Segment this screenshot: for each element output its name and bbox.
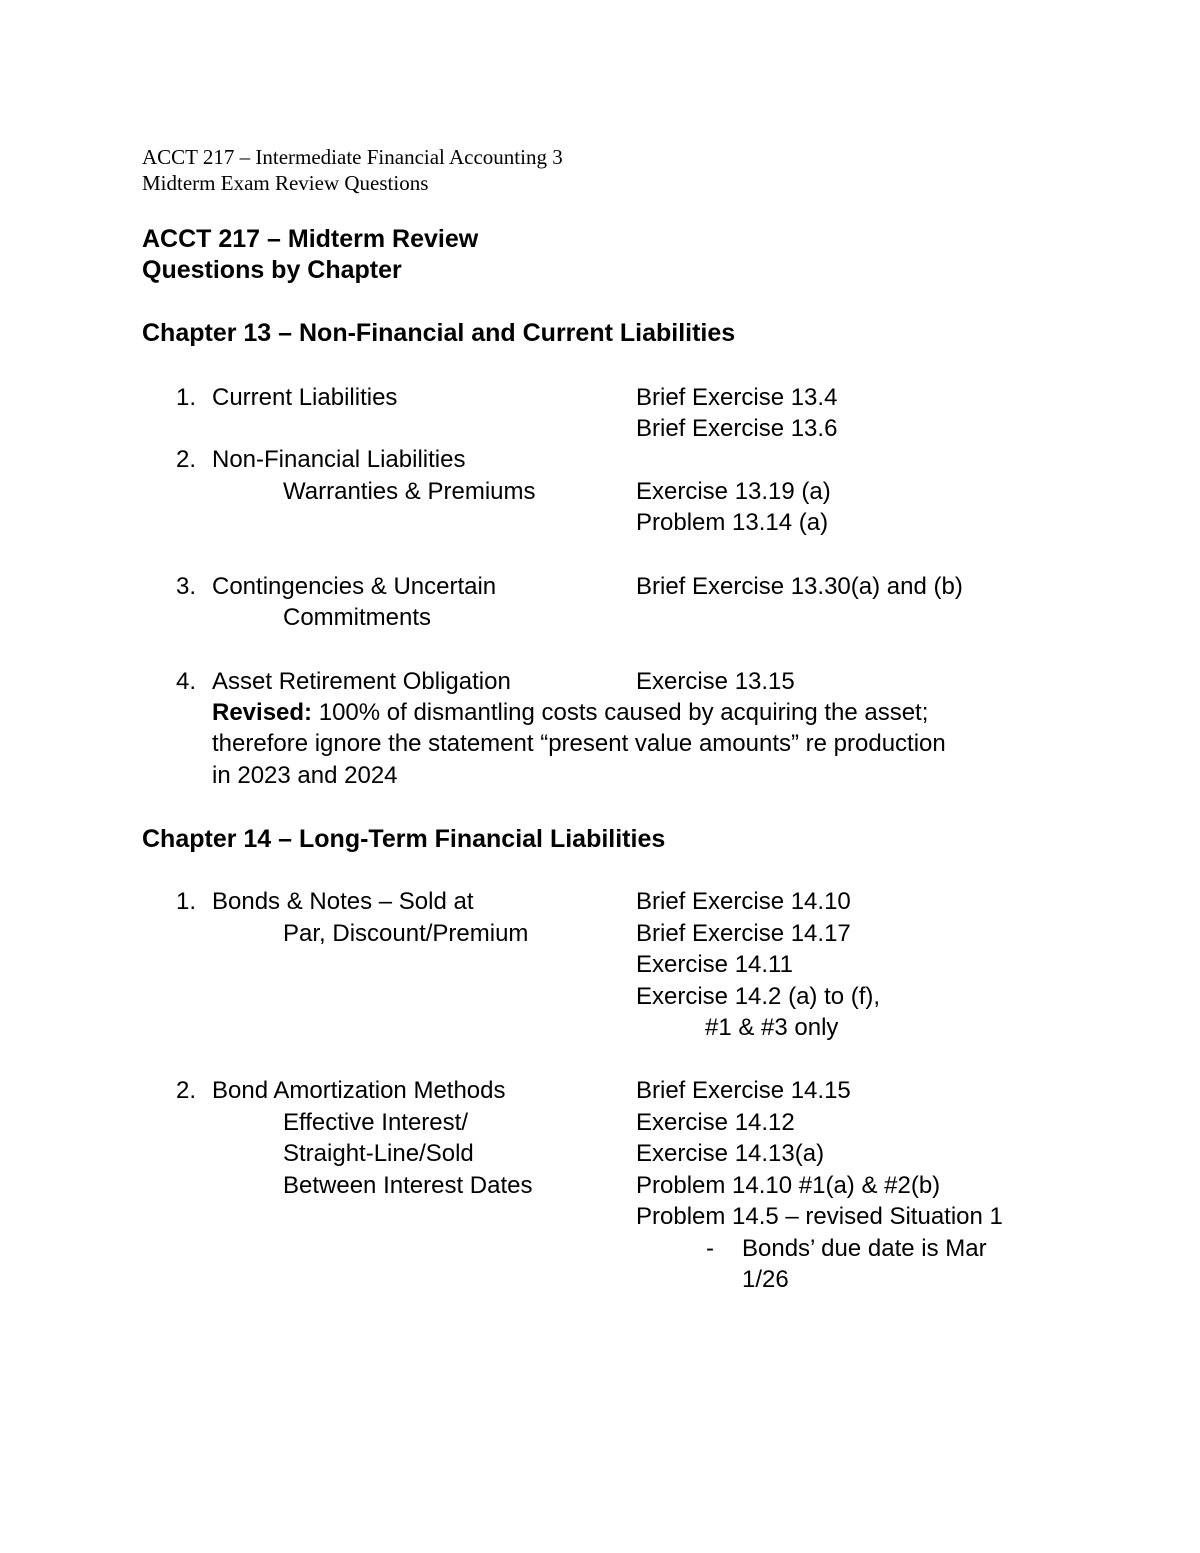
exercise-reference: Brief Exercise 13.4 xyxy=(636,384,838,411)
exercise-reference: #1 & #3 only xyxy=(705,1014,839,1041)
list-item-topic: Asset Retirement Obligation xyxy=(212,668,511,695)
chapter-13-heading: Chapter 13 – Non-Financial and Current Liabilities xyxy=(142,319,736,347)
list-item-number: 1. xyxy=(176,888,197,915)
exercise-reference: Exercise 14.11 xyxy=(636,951,793,978)
list-item-number: 2. xyxy=(176,446,197,473)
list-item-subtopic: Warranties & Premiums xyxy=(283,478,536,505)
exercise-reference: Brief Exercise 14.10 xyxy=(636,888,851,915)
revision-note-text: 100% of dismantling costs caused by acquiring the asset; xyxy=(312,699,929,726)
exercise-reference: Exercise 13.19 (a) xyxy=(636,478,831,505)
revision-note-label: Revised: xyxy=(212,699,313,726)
exercise-reference: Brief Exercise 13.30(a) and (b) xyxy=(636,573,963,600)
exercise-reference: Exercise 13.15 xyxy=(636,668,795,695)
list-item-topic: Bonds & Notes – Sold at xyxy=(212,888,474,915)
revision-note-text: therefore ignore the statement “present value amounts” re production xyxy=(212,730,946,757)
document-subtitle: Midterm Exam Review Questions xyxy=(142,171,429,195)
list-item-subtopic: Effective Interest/ xyxy=(283,1109,468,1136)
list-item-number: 3. xyxy=(176,573,197,600)
bullet-text: 1/26 xyxy=(742,1266,789,1293)
list-item-subtopic: Straight-Line/Sold xyxy=(283,1140,474,1167)
list-item-subtopic: Commitments xyxy=(283,604,432,631)
exercise-reference: Brief Exercise 14.15 xyxy=(636,1077,851,1104)
list-item-number: 1. xyxy=(176,384,197,411)
review-title: ACCT 217 – Midterm Review xyxy=(142,225,479,253)
list-item-number: 2. xyxy=(176,1077,197,1104)
exercise-reference: Exercise 14.12 xyxy=(636,1109,795,1136)
list-item-topic: Non-Financial Liabilities xyxy=(212,446,466,473)
exercise-reference: Brief Exercise 13.6 xyxy=(636,415,838,442)
exercise-reference: Problem 13.14 (a) xyxy=(636,509,829,536)
list-item-topic: Contingencies & Uncertain xyxy=(212,573,497,600)
review-subtitle: Questions by Chapter xyxy=(142,256,402,284)
exercise-reference: Problem 14.5 – revised Situation 1 xyxy=(636,1203,1003,1230)
list-item-topic: Bond Amortization Methods xyxy=(212,1077,506,1104)
list-item-subtopic: Par, Discount/Premium xyxy=(283,920,529,947)
course-title: ACCT 217 – Intermediate Financial Accounting 3 xyxy=(142,145,563,169)
bullet-dash: - xyxy=(706,1235,714,1262)
exercise-reference: Exercise 14.2 (a) to (f), xyxy=(636,983,881,1010)
list-item-subtopic: Between Interest Dates xyxy=(283,1172,533,1199)
revision-note-text: in 2023 and 2024 xyxy=(212,762,398,789)
chapter-14-heading: Chapter 14 – Long-Term Financial Liabilities xyxy=(142,825,666,853)
exercise-reference: Problem 14.10 #1(a) & #2(b) xyxy=(636,1172,941,1199)
exercise-reference: Brief Exercise 14.17 xyxy=(636,920,851,947)
exercise-reference: Exercise 14.13(a) xyxy=(636,1140,825,1167)
bullet-text: Bonds’ due date is Mar xyxy=(742,1235,987,1262)
revision-note xyxy=(212,697,928,728)
list-item-topic: Current Liabilities xyxy=(212,384,398,411)
list-item-number: 4. xyxy=(176,668,197,695)
